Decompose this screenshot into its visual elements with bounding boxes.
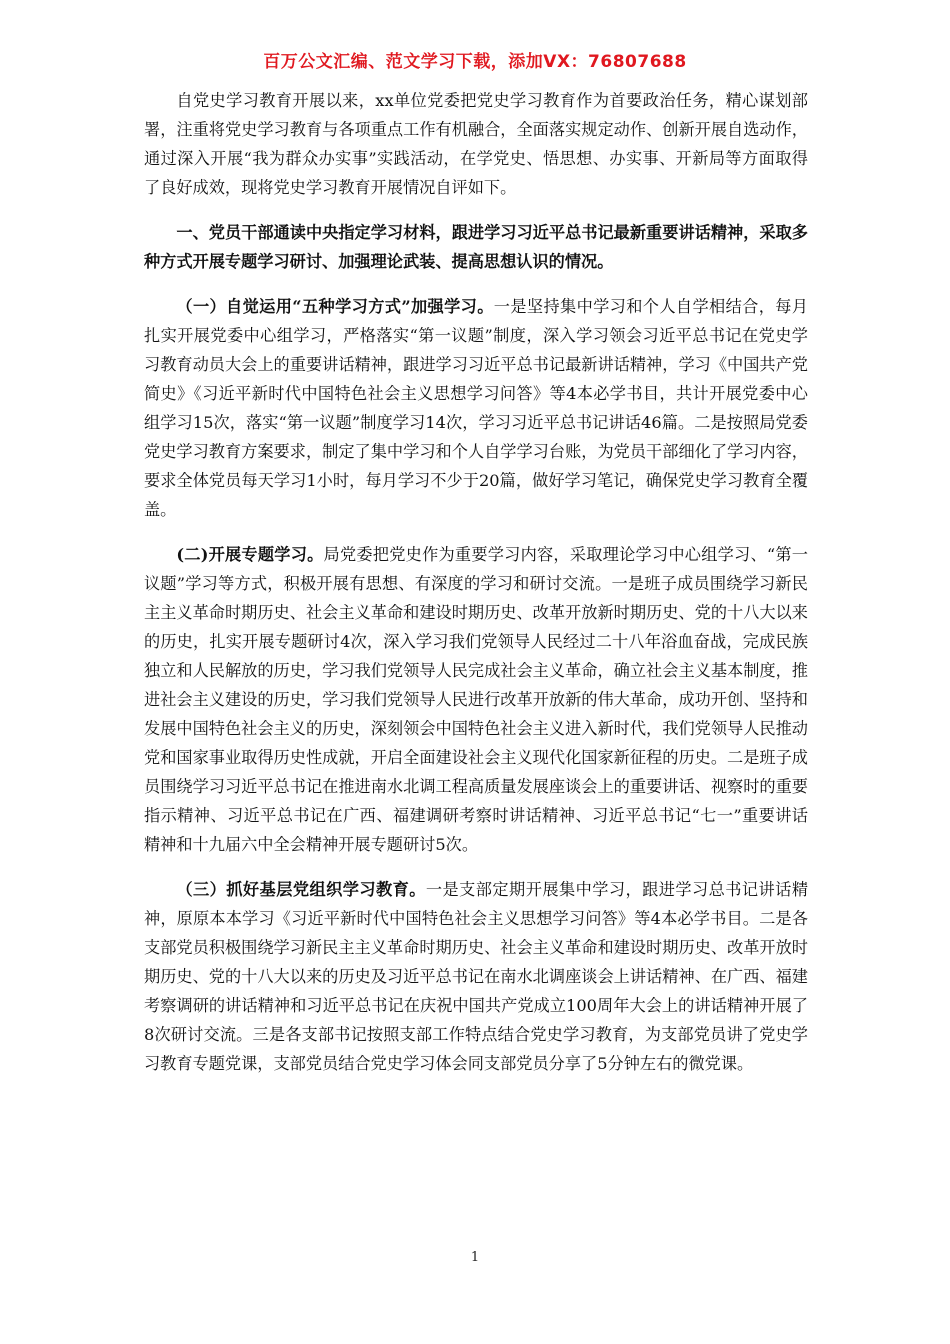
item-title-3: （三）抓好基层党组织学习教育。: [176, 880, 426, 899]
item-title-2: (二)开展专题学习。: [176, 545, 324, 564]
document-body: [144, 86, 808, 1078]
item-text-2: 局党委把党史作为重要学习内容，采取理论学习中心组学习、“第一议题”学习等方式，积极开展有思想、有深度的学习和研讨交流。一是班子成员围绕学习新民主主义革命时期历史、社会主义革命和建设时期历史、改革开放新时期历史、党的十八大以来的历史，扎实开展专题研讨4次，深入学习我们党领导人民经过二十八年浴血奋战，完成民族独立和人民解放的历史，学习我们党领导人民完成社会主义革命，确立社会主义基本制度，推进社会主义建设的历史，学习我们党领导人民进行改革开放新的伟大革命，成功开创、坚持和发展中国特色社会主义的历史，深刻领会中国特色社会主义进入新时代，我们党领导人民推动党和国家事业取得历史性成就，开启全面建设社会主义现代化国家新征程的历史。二是班子成员围绕学习习近平总书记在推进南水北调工程高质量发展座谈会上的重要讲话、视察时的重要指示精神、习近平总书记在广西、福建调研考察时讲话精神、习近平总书记“七一”重要讲话精神和十九届六中全会精神开展专题研讨5次。: [144, 545, 808, 854]
item-paragraph-2: [144, 540, 808, 859]
item-text-1: 一是坚持集中学习和个人自学相结合，每月扎实开展党委中心组学习，严格落实“第一议题”制度，深入学习领会习近平总书记在党史学习教育动员大会上的重要讲话精神，跟进学习习近平总书记最新讲话精神，学习《中国共产党简史》《习近平新时代中国特色社会主义思想学习问答》等4本必学书目，共计开展党委中心组学习15次，落实“第一议题”制度学习14次，学习习近平总书记讲话46篇。二是按照局党委党史学习教育方案要求，制定了集中学习和个人自学学习台账，为党员干部细化了学习内容，要求全体党员每天学习1小时，每月学习不少于20篇，做好学习笔记，确保党史学习教育全覆盖。: [144, 297, 808, 519]
page-number: 1: [470, 1250, 480, 1265]
item-title-1: （一）自觉运用“五种学习方式”加强学习。: [176, 297, 494, 316]
item-text-3: 一是支部定期开展集中学习，跟进学习总书记讲话精神，原原本本学习《习近平新时代中国特色社会主义思想学习问答》等4本必学书目。二是各支部党员积极围绕学习新民主主义革命时期历史、社会主义革命和建设时期历史、改革开放时期历史、党的十八大以来的历史及习近平总书记在南水北调座谈会上讲话精神、在广西、福建考察调研的讲话精神和习近平总书记在庆祝中国共产党成立100周年大会上的讲话精神开展了8次研讨交流。三是各支部书记按照支部工作特点结合党史学习教育，为支部党员讲了党史学习教育专题党课，支部党员结合党史学习体会同支部党员分享了5分钟左右的微党课。: [144, 880, 809, 1073]
intro-paragraph: 自党史学习教育开展以来，xx单位党委把党史学习教育作为首要政治任务，精心谋划部署，注重将党史学习教育与各项重点工作有机融合，全面落实规定动作、创新开展自选动作，通过深入开展“我为群众办实事”实践活动，在学党史、悟思想、办实事、开新局等方面取得了良好成效，现将党史学习教育开展情况自评如下。: [144, 91, 808, 197]
header-banner: 百万公文汇编、范文学习下载，添加VX：76807688: [263, 52, 687, 72]
item-paragraph-1: [144, 292, 808, 524]
item-paragraph-3: [144, 875, 808, 1078]
section-heading: 一、党员干部通读中央指定学习材料，跟进学习习近平总书记最新重要讲话精神，采取多种方式开展专题学习研讨、加强理论武装、提高思想认识的情况。: [144, 223, 808, 271]
